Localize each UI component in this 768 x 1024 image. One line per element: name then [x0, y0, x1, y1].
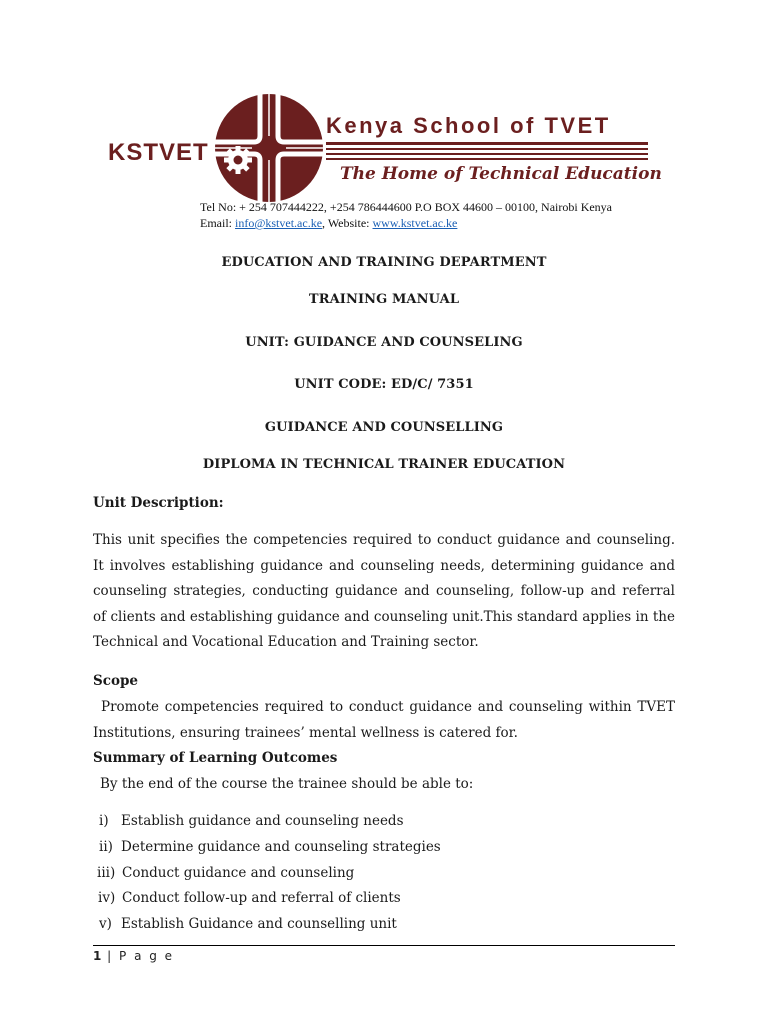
- list-item-number: iii): [97, 865, 116, 881]
- page-label: P a g e: [119, 949, 175, 963]
- contact-email-website: [200, 216, 457, 231]
- email-label: Email:: [200, 216, 235, 230]
- scope-text-line-2: Institutions, ensuring trainees’ mental wellness is catered for.: [93, 725, 518, 741]
- letterhead: [0, 0, 768, 240]
- list-item-text: Conduct follow-up and referral of clients: [122, 890, 401, 906]
- organization-name: Kenya School of TVET: [326, 113, 611, 138]
- page-footer: [93, 949, 174, 963]
- list-item-number: i): [99, 813, 109, 829]
- website-link[interactable]: www.kstvet.ac.ke: [372, 216, 458, 230]
- email-link[interactable]: info@kstvet.ac.ke: [235, 216, 323, 230]
- manual-heading: TRAINING MANUAL: [308, 292, 460, 307]
- list-item: [99, 813, 404, 829]
- list-item-text: Determine guidance and counseling strategies: [121, 839, 441, 855]
- list-item-text: Establish Guidance and counselling unit: [121, 916, 397, 932]
- list-item: [98, 890, 401, 906]
- subject-heading: GUIDANCE AND COUNSELLING: [264, 420, 504, 435]
- list-item-number: v): [99, 916, 112, 932]
- department-heading: EDUCATION AND TRAINING DEPARTMENT: [221, 255, 547, 270]
- unit-description-heading: Unit Description:: [93, 495, 224, 511]
- list-item: [97, 865, 354, 881]
- unit-code-heading: UNIT CODE: ED/C/ 7351: [294, 377, 474, 392]
- list-item-number: iv): [98, 890, 116, 906]
- list-item: [99, 916, 397, 932]
- list-item-text: Conduct guidance and counseling: [122, 865, 355, 881]
- scope-heading: Scope: [93, 673, 139, 689]
- contact-phone-address: Tel No: + 254 707444222, +254 786444600 P.O BOX 44600 – 00100, Nairobi Kenya: [200, 200, 613, 214]
- footer-divider: [93, 945, 675, 946]
- unit-description-text: This unit specifies the competencies required to conduct guidance and counseling. It involves establishing guidance and counseling needs, determining guidance and counseling strategies, conducting guidance and counseling, follow-up and referral of clients and establishing guidance and counseling unit.This standard applies in the Technical and Vocational Education and Training sector.: [93, 532, 675, 651]
- organization-tagline: The Home of Technical Education: [340, 164, 662, 184]
- list-item-number: ii): [99, 839, 113, 855]
- scope-text-line-1: Promote competencies required to conduct guidance and counseling within TVET: [101, 699, 675, 715]
- letterhead-stripes: [326, 142, 648, 163]
- list-item: [99, 839, 441, 855]
- page-number: 1: [93, 949, 102, 963]
- kstvet-logo-icon: [208, 92, 330, 204]
- logo-abbreviation: KSTVET: [108, 139, 209, 166]
- learning-outcomes-heading: Summary of Learning Outcomes: [93, 750, 338, 766]
- program-heading: DIPLOMA IN TECHNICAL TRAINER EDUCATION: [202, 457, 566, 472]
- list-item-text: Establish guidance and counseling needs: [121, 813, 404, 829]
- page-separator: |: [101, 949, 120, 963]
- unit-heading: UNIT: GUIDANCE AND COUNSELING: [245, 335, 523, 350]
- learning-outcomes-intro: By the end of the course the trainee should be able to:: [100, 776, 474, 792]
- website-label: , Website:: [322, 216, 373, 230]
